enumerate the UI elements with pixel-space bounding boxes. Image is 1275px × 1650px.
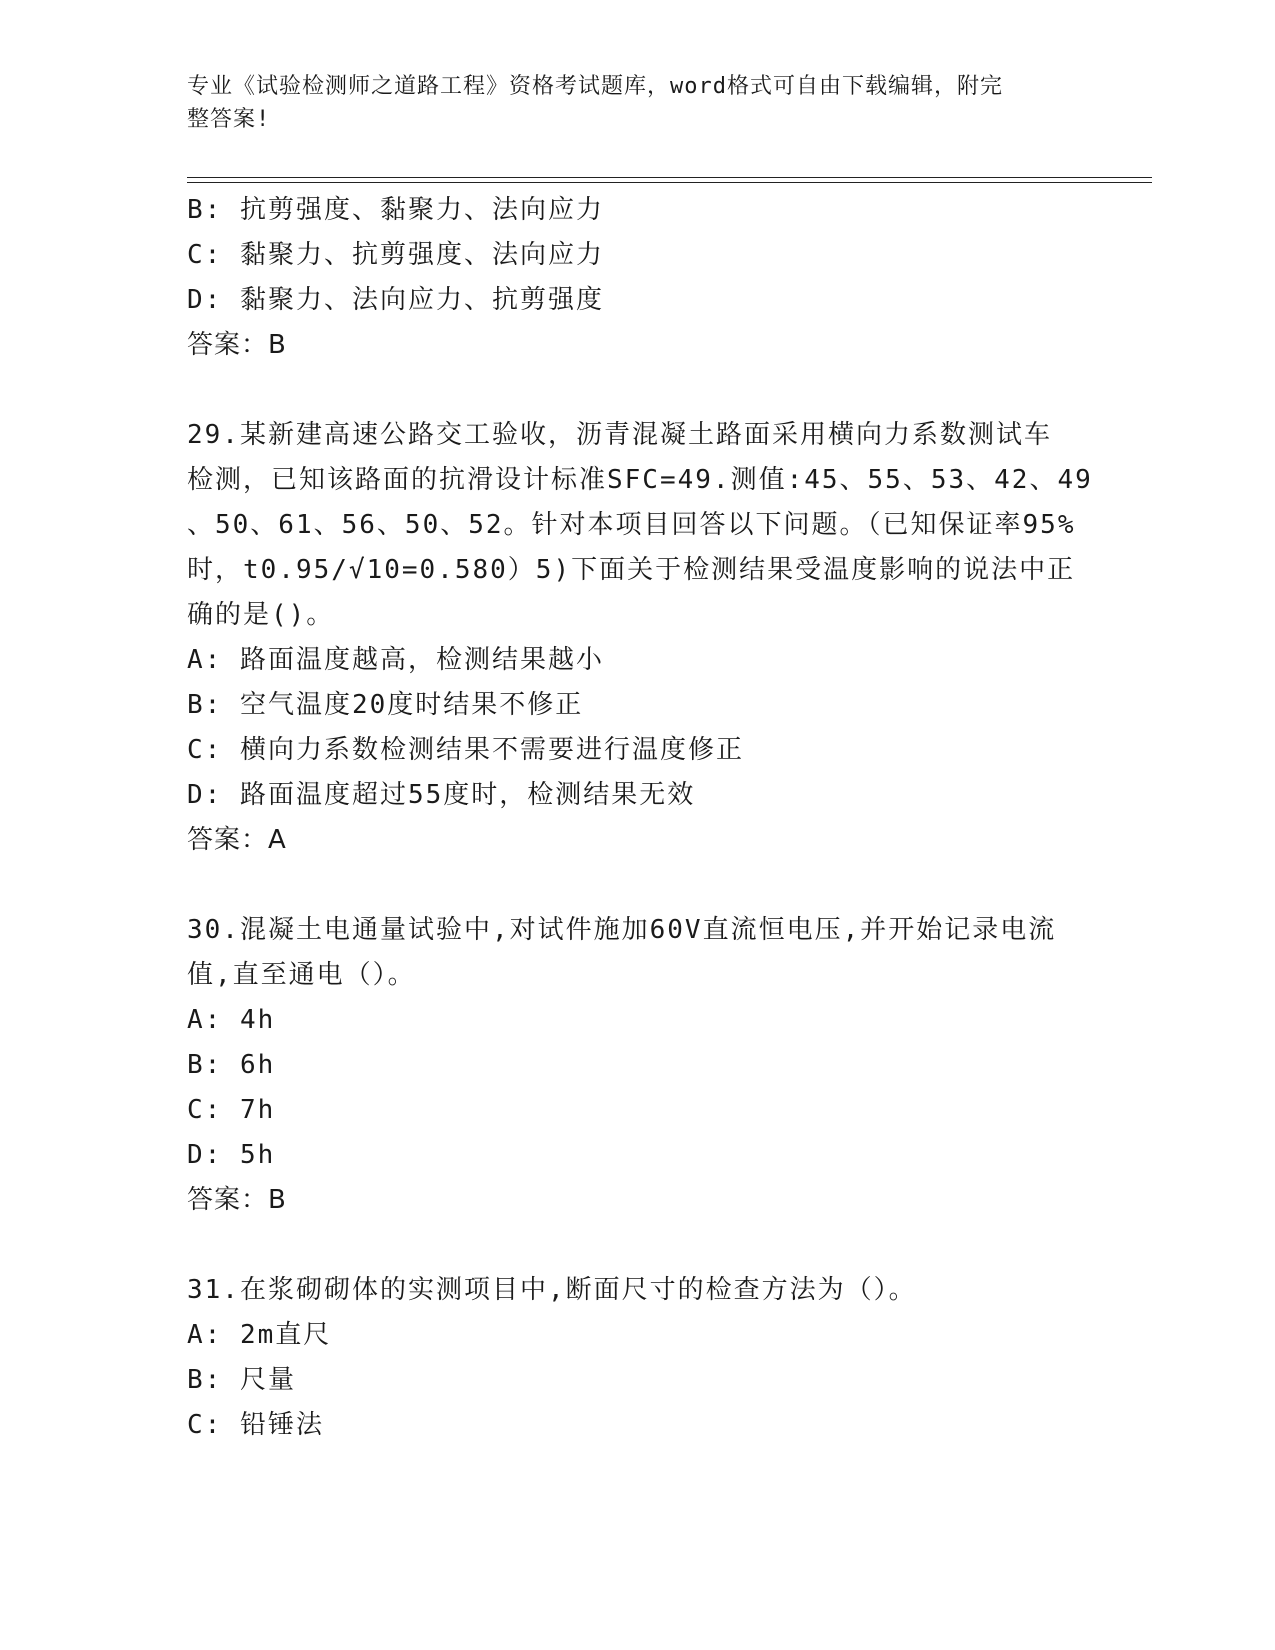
q30-stem-line-1: 30.混凝土电通量试验中,对试件施加60V直流恒电压,并开始记录电流 — [187, 915, 1057, 945]
q30-answer: 答案：B — [187, 1185, 287, 1215]
header-line-1: 专业《试验检测师之道路工程》资格考试题库，word格式可自由下载编辑，附完 — [187, 74, 1003, 99]
q30-stem-line-2: 值,直至通电（）。 — [187, 960, 416, 990]
q30-option-a: A: 4h — [187, 1005, 276, 1035]
q29-option-b: B: 空气温度20度时结果不修正 — [187, 690, 584, 720]
q29-option-d: D: 路面温度超过55度时，检测结果无效 — [187, 780, 696, 810]
q29-stem-line-3: 、50、61、56、50、52。针对本项目回答以下问题。（已知保证率95% — [187, 510, 1076, 540]
q29-option-c: C: 横向力系数检测结果不需要进行温度修正 — [187, 735, 744, 765]
q31-option-c: C: 铅锤法 — [187, 1410, 324, 1440]
header-divider-bottom — [187, 182, 1152, 183]
q29-option-a: A: 路面温度越高，检测结果越小 — [187, 645, 604, 675]
q30-option-b: B: 6h — [187, 1050, 276, 1080]
q29-stem-line-5: 确的是()。 — [187, 600, 335, 630]
q28-answer: 答案：B — [187, 330, 287, 360]
header-divider-top — [187, 177, 1152, 178]
q29-answer: 答案：A — [187, 825, 287, 855]
header-line-2: 整答案! — [187, 107, 271, 132]
q31-option-a: A: 2m直尺 — [187, 1320, 332, 1350]
q28-option-b: B: 抗剪强度、黏聚力、法向应力 — [187, 195, 604, 225]
q28-option-d: D: 黏聚力、法向应力、抗剪强度 — [187, 285, 604, 315]
q28-option-c: C: 黏聚力、抗剪强度、法向应力 — [187, 240, 604, 270]
q31-stem-line-1: 31.在浆砌砌体的实测项目中,断面尺寸的检查方法为（）。 — [187, 1275, 917, 1305]
q29-stem-line-1: 29.某新建高速公路交工验收，沥青混凝土路面采用横向力系数测试车 — [187, 420, 1052, 450]
document-header — [187, 70, 1067, 136]
q30-option-d: D: 5h — [187, 1140, 276, 1170]
q30-option-c: C: 7h — [187, 1095, 276, 1125]
q29-stem-line-4: 时，t0.95/√10=0.580）5)下面关于检测结果受温度影响的说法中正 — [187, 555, 1076, 585]
q29-stem-line-2: 检测，已知该路面的抗滑设计标准SFC=49.测值:45、55、53、42、49 — [187, 465, 1093, 495]
q31-option-b: B: 尺量 — [187, 1365, 296, 1395]
